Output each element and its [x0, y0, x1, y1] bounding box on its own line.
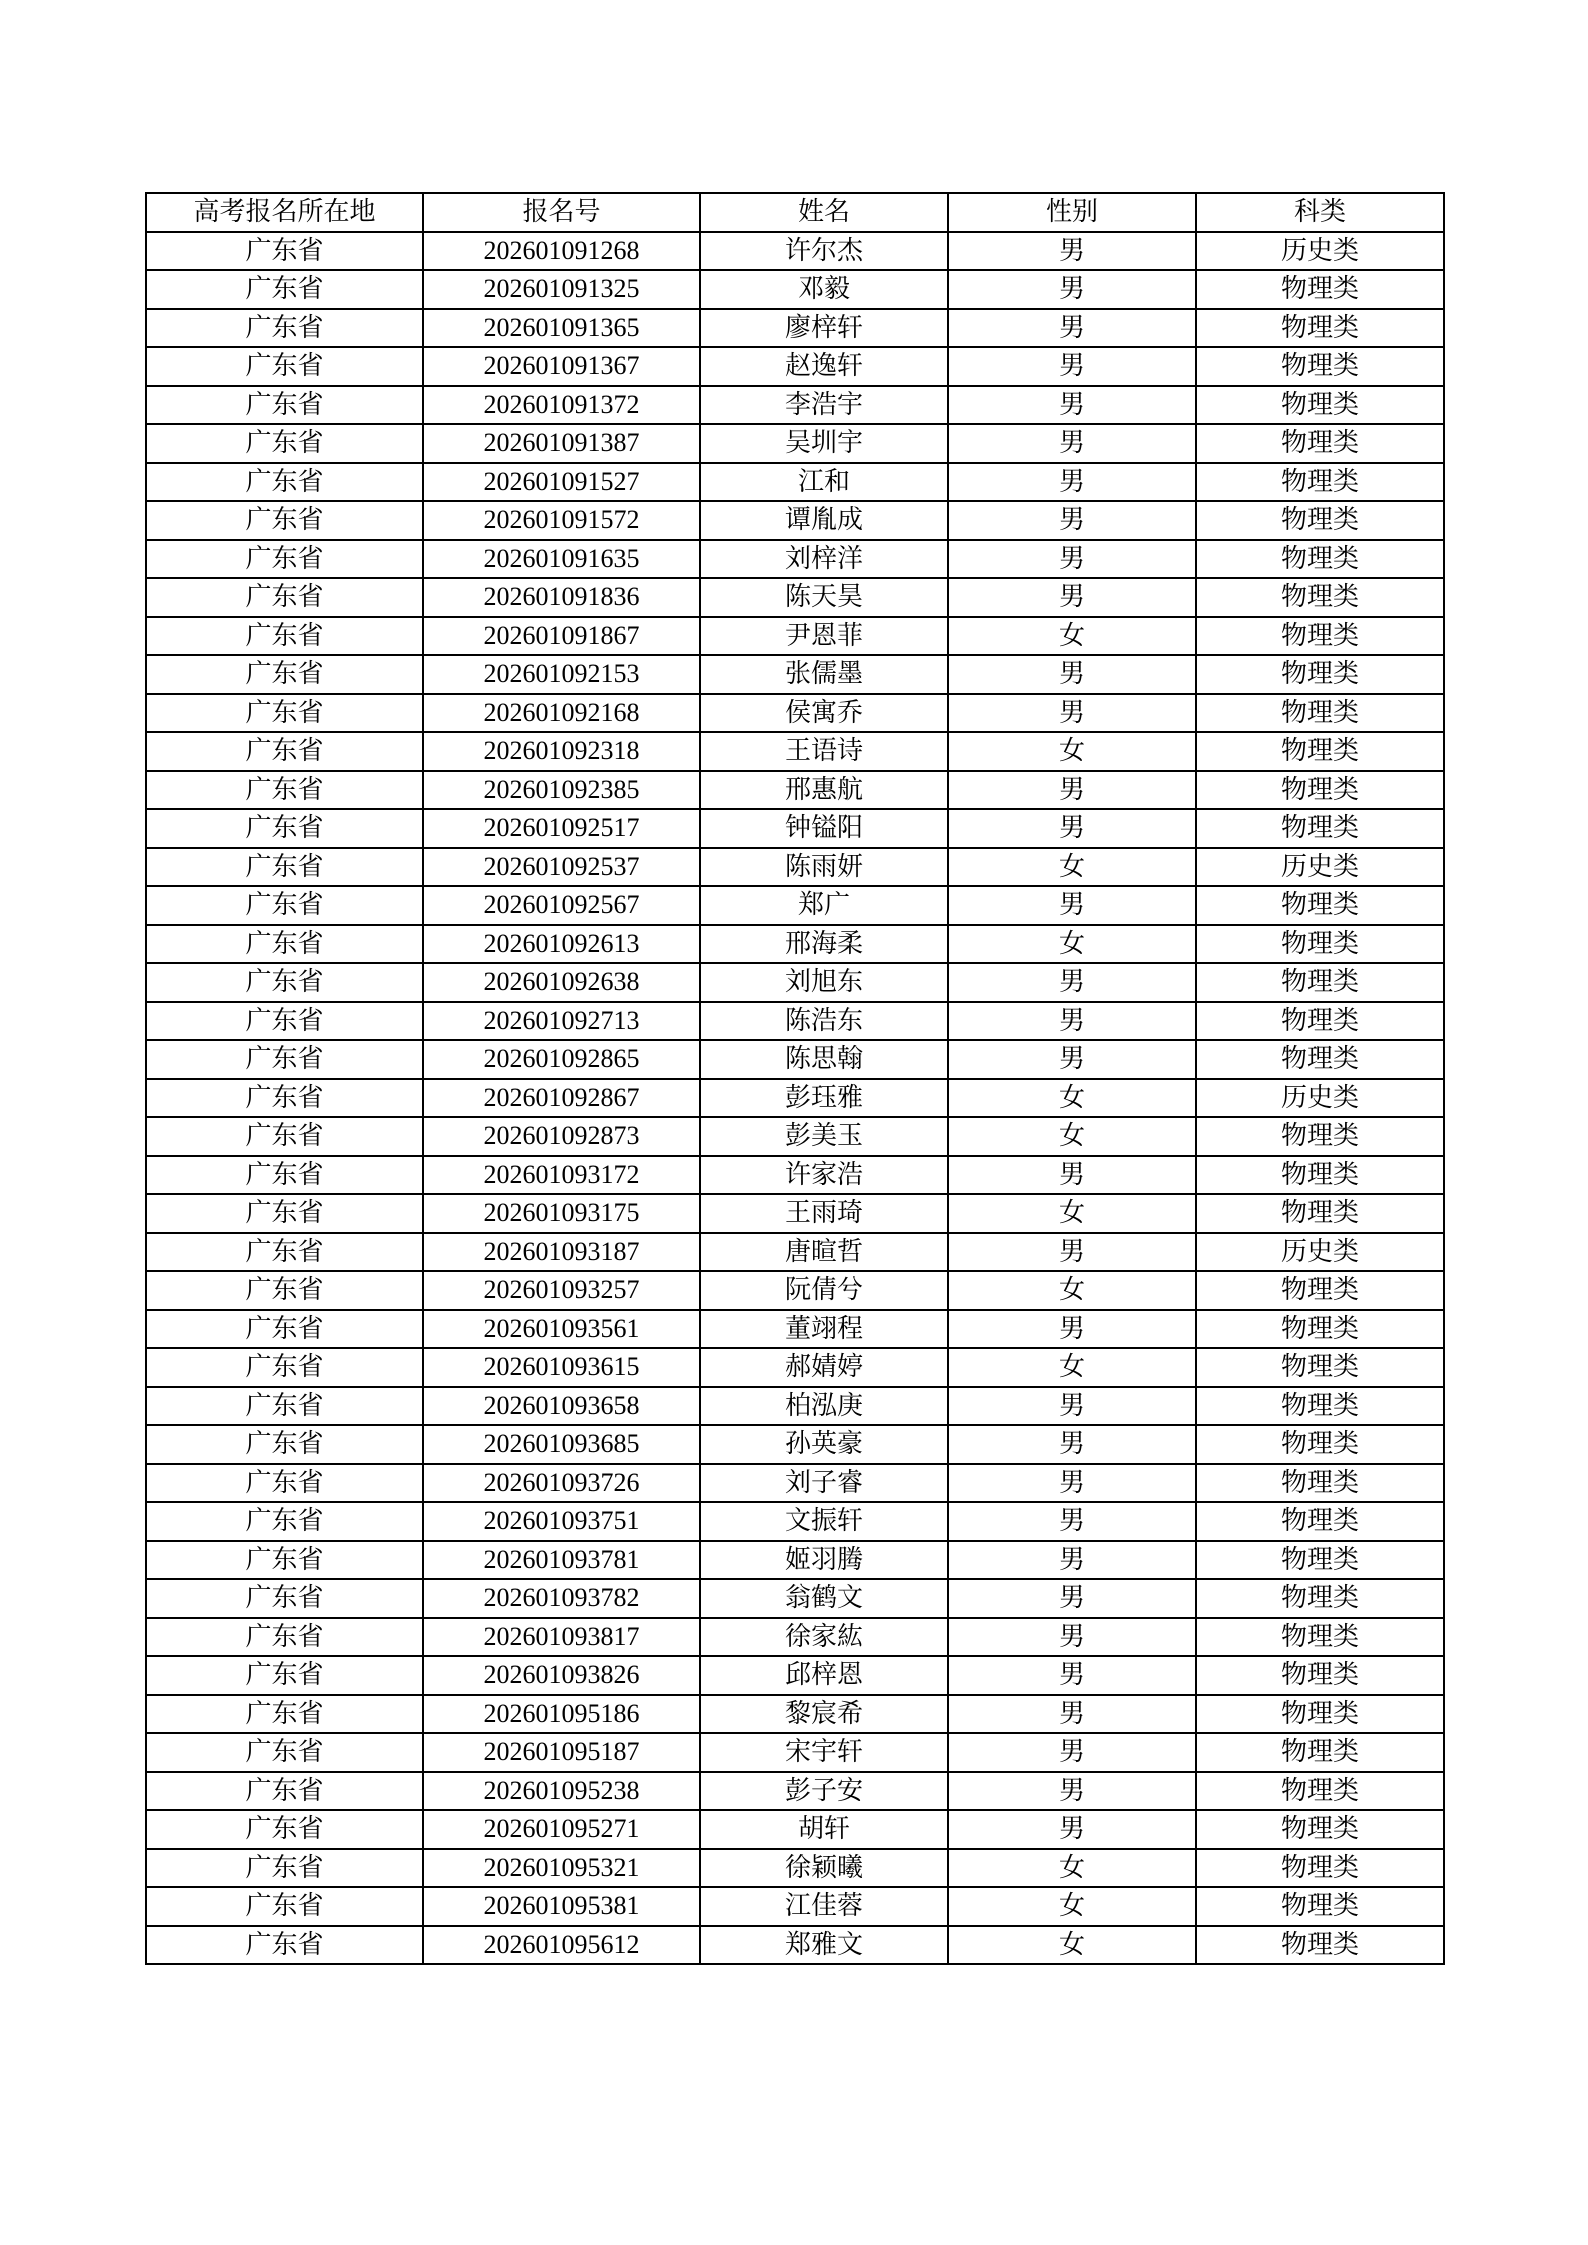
cell-subject-category: 物理类 [1196, 1425, 1444, 1464]
cell-subject-category: 物理类 [1196, 501, 1444, 540]
cell-location: 广东省 [146, 1040, 423, 1079]
cell-subject-category: 物理类 [1196, 1117, 1444, 1156]
cell-gender: 男 [948, 1464, 1196, 1503]
cell-subject-category: 物理类 [1196, 963, 1444, 1002]
cell-registration-number: 202601091572 [423, 501, 700, 540]
cell-name: 黎宸希 [700, 1695, 948, 1734]
table-row [146, 1502, 1444, 1541]
table-row [146, 1656, 1444, 1695]
cell-name: 柏泓庚 [700, 1387, 948, 1426]
cell-name: 江和 [700, 463, 948, 502]
cell-subject-category: 物理类 [1196, 1618, 1444, 1657]
cell-registration-number: 202601092385 [423, 771, 700, 810]
cell-subject-category: 物理类 [1196, 1002, 1444, 1041]
cell-subject-category: 历史类 [1196, 848, 1444, 887]
cell-subject-category: 物理类 [1196, 1656, 1444, 1695]
cell-gender: 女 [948, 1194, 1196, 1233]
cell-name: 邓毅 [700, 270, 948, 309]
cell-subject-category: 物理类 [1196, 1348, 1444, 1387]
cell-location: 广东省 [146, 848, 423, 887]
cell-location: 广东省 [146, 1079, 423, 1118]
table-row [146, 1348, 1444, 1387]
table-body [146, 232, 1444, 1965]
cell-gender: 男 [948, 1002, 1196, 1041]
cell-subject-category: 物理类 [1196, 424, 1444, 463]
cell-location: 广东省 [146, 771, 423, 810]
cell-registration-number: 202601092517 [423, 809, 700, 848]
cell-registration-number: 202601093257 [423, 1271, 700, 1310]
cell-gender: 女 [948, 848, 1196, 887]
cell-registration-number: 202601093658 [423, 1387, 700, 1426]
table-row [146, 270, 1444, 309]
cell-name: 王语诗 [700, 732, 948, 771]
table-row [146, 771, 1444, 810]
cell-name: 陈雨妍 [700, 848, 948, 887]
cell-location: 广东省 [146, 1310, 423, 1349]
cell-registration-number: 202601093826 [423, 1656, 700, 1695]
cell-subject-category: 物理类 [1196, 1464, 1444, 1503]
table-row [146, 1310, 1444, 1349]
cell-location: 广东省 [146, 694, 423, 733]
cell-location: 广东省 [146, 1348, 423, 1387]
cell-gender: 女 [948, 1079, 1196, 1118]
cell-gender: 男 [948, 1656, 1196, 1695]
table-row [146, 694, 1444, 733]
cell-gender: 男 [948, 1040, 1196, 1079]
cell-gender: 男 [948, 1156, 1196, 1195]
student-roster-table [145, 192, 1445, 1965]
cell-subject-category: 物理类 [1196, 694, 1444, 733]
cell-gender: 男 [948, 386, 1196, 425]
table-row [146, 1618, 1444, 1657]
cell-registration-number: 202601092713 [423, 1002, 700, 1041]
table-row [146, 1233, 1444, 1272]
cell-registration-number: 202601093781 [423, 1541, 700, 1580]
cell-registration-number: 202601091325 [423, 270, 700, 309]
cell-registration-number: 202601091365 [423, 309, 700, 348]
cell-gender: 男 [948, 1502, 1196, 1541]
cell-subject-category: 物理类 [1196, 1310, 1444, 1349]
cell-name: 姬羽腾 [700, 1541, 948, 1580]
table-row [146, 732, 1444, 771]
cell-name: 徐颖曦 [700, 1849, 948, 1888]
cell-name: 唐暄哲 [700, 1233, 948, 1272]
cell-subject-category: 物理类 [1196, 1502, 1444, 1541]
table-row [146, 1117, 1444, 1156]
cell-registration-number: 202601091367 [423, 347, 700, 386]
cell-location: 广东省 [146, 1117, 423, 1156]
cell-gender: 男 [948, 463, 1196, 502]
cell-subject-category: 物理类 [1196, 1926, 1444, 1965]
table-row [146, 1002, 1444, 1041]
table-row [146, 232, 1444, 271]
cell-location: 广东省 [146, 1926, 423, 1965]
cell-gender: 女 [948, 1348, 1196, 1387]
cell-subject-category: 物理类 [1196, 578, 1444, 617]
table-row [146, 1772, 1444, 1811]
cell-name: 彭子安 [700, 1772, 948, 1811]
table-header [146, 193, 1444, 232]
cell-name: 邢惠航 [700, 771, 948, 810]
cell-location: 广东省 [146, 309, 423, 348]
cell-registration-number: 202601095612 [423, 1926, 700, 1965]
cell-subject-category: 物理类 [1196, 1772, 1444, 1811]
cell-location: 广东省 [146, 655, 423, 694]
cell-subject-category: 物理类 [1196, 386, 1444, 425]
cell-location: 广东省 [146, 1271, 423, 1310]
cell-gender: 男 [948, 540, 1196, 579]
cell-name: 宋宇轩 [700, 1733, 948, 1772]
cell-registration-number: 202601093685 [423, 1425, 700, 1464]
cell-gender: 男 [948, 1733, 1196, 1772]
cell-subject-category: 物理类 [1196, 1733, 1444, 1772]
cell-name: 孙英豪 [700, 1425, 948, 1464]
cell-registration-number: 202601092638 [423, 963, 700, 1002]
cell-registration-number: 202601095187 [423, 1733, 700, 1772]
cell-gender: 男 [948, 1425, 1196, 1464]
cell-location: 广东省 [146, 617, 423, 656]
cell-location: 广东省 [146, 578, 423, 617]
cell-name: 陈浩东 [700, 1002, 948, 1041]
cell-subject-category: 物理类 [1196, 809, 1444, 848]
cell-name: 邢海柔 [700, 925, 948, 964]
cell-gender: 男 [948, 1541, 1196, 1580]
table-row [146, 1695, 1444, 1734]
cell-name: 刘旭东 [700, 963, 948, 1002]
cell-subject-category: 历史类 [1196, 1233, 1444, 1272]
cell-gender: 男 [948, 232, 1196, 271]
cell-registration-number: 202601092153 [423, 655, 700, 694]
cell-registration-number: 202601092873 [423, 1117, 700, 1156]
cell-gender: 女 [948, 1887, 1196, 1926]
cell-subject-category: 物理类 [1196, 1040, 1444, 1079]
cell-location: 广东省 [146, 925, 423, 964]
cell-subject-category: 物理类 [1196, 309, 1444, 348]
cell-gender: 男 [948, 347, 1196, 386]
cell-location: 广东省 [146, 1849, 423, 1888]
cell-location: 广东省 [146, 1772, 423, 1811]
cell-name: 郝婧婷 [700, 1348, 948, 1387]
cell-registration-number: 202601091268 [423, 232, 700, 271]
cell-subject-category: 物理类 [1196, 1194, 1444, 1233]
cell-name: 刘梓洋 [700, 540, 948, 579]
header-subject-category: 科类 [1196, 193, 1444, 232]
cell-subject-category: 物理类 [1196, 270, 1444, 309]
cell-gender: 男 [948, 1810, 1196, 1849]
cell-location: 广东省 [146, 732, 423, 771]
cell-location: 广东省 [146, 1656, 423, 1695]
cell-gender: 男 [948, 1387, 1196, 1426]
table-row [146, 1926, 1444, 1965]
cell-name: 赵逸轩 [700, 347, 948, 386]
table-row [146, 424, 1444, 463]
cell-location: 广东省 [146, 809, 423, 848]
cell-registration-number: 202601095271 [423, 1810, 700, 1849]
table-row [146, 540, 1444, 579]
cell-subject-category: 物理类 [1196, 1810, 1444, 1849]
cell-location: 广东省 [146, 270, 423, 309]
cell-gender: 男 [948, 424, 1196, 463]
cell-location: 广东省 [146, 1579, 423, 1618]
cell-location: 广东省 [146, 1810, 423, 1849]
header-location: 高考报名所在地 [146, 193, 423, 232]
cell-subject-category: 物理类 [1196, 1271, 1444, 1310]
table-row [146, 1040, 1444, 1079]
cell-location: 广东省 [146, 1502, 423, 1541]
table-row [146, 1425, 1444, 1464]
cell-gender: 男 [948, 771, 1196, 810]
cell-gender: 女 [948, 1926, 1196, 1965]
table-row [146, 463, 1444, 502]
cell-name: 吴圳宇 [700, 424, 948, 463]
cell-registration-number: 202601091372 [423, 386, 700, 425]
cell-registration-number: 202601095186 [423, 1695, 700, 1734]
cell-registration-number: 202601093817 [423, 1618, 700, 1657]
cell-gender: 男 [948, 1618, 1196, 1657]
cell-location: 广东省 [146, 1387, 423, 1426]
table-row [146, 1387, 1444, 1426]
cell-location: 广东省 [146, 1425, 423, 1464]
cell-location: 广东省 [146, 424, 423, 463]
cell-location: 广东省 [146, 347, 423, 386]
cell-gender: 男 [948, 1772, 1196, 1811]
cell-gender: 男 [948, 578, 1196, 617]
cell-name: 刘子睿 [700, 1464, 948, 1503]
cell-gender: 男 [948, 694, 1196, 733]
cell-subject-category: 物理类 [1196, 1695, 1444, 1734]
cell-name: 许尔杰 [700, 232, 948, 271]
table-row [146, 1464, 1444, 1503]
cell-gender: 男 [948, 1233, 1196, 1272]
table-row [146, 386, 1444, 425]
table-row [146, 848, 1444, 887]
cell-location: 广东省 [146, 1464, 423, 1503]
cell-name: 侯寓乔 [700, 694, 948, 733]
cell-name: 李浩宇 [700, 386, 948, 425]
cell-registration-number: 202601093187 [423, 1233, 700, 1272]
table-row [146, 925, 1444, 964]
cell-name: 陈思翰 [700, 1040, 948, 1079]
table-row [146, 347, 1444, 386]
cell-registration-number: 202601092318 [423, 732, 700, 771]
table-row [146, 1156, 1444, 1195]
cell-gender: 女 [948, 732, 1196, 771]
cell-subject-category: 历史类 [1196, 1079, 1444, 1118]
table-row [146, 886, 1444, 925]
cell-name: 钟镒阳 [700, 809, 948, 848]
header-row [146, 193, 1444, 232]
cell-registration-number: 202601092613 [423, 925, 700, 964]
cell-subject-category: 物理类 [1196, 1579, 1444, 1618]
cell-subject-category: 物理类 [1196, 1541, 1444, 1580]
cell-registration-number: 202601091867 [423, 617, 700, 656]
cell-gender: 女 [948, 1271, 1196, 1310]
cell-subject-category: 物理类 [1196, 1156, 1444, 1195]
cell-registration-number: 202601091836 [423, 578, 700, 617]
cell-subject-category: 物理类 [1196, 925, 1444, 964]
cell-name: 徐家紘 [700, 1618, 948, 1657]
cell-registration-number: 202601095238 [423, 1772, 700, 1811]
cell-location: 广东省 [146, 1695, 423, 1734]
cell-gender: 男 [948, 270, 1196, 309]
cell-name: 郑雅文 [700, 1926, 948, 1965]
cell-registration-number: 202601093172 [423, 1156, 700, 1195]
cell-registration-number: 202601093561 [423, 1310, 700, 1349]
cell-gender: 男 [948, 1310, 1196, 1349]
cell-registration-number: 202601093726 [423, 1464, 700, 1503]
cell-location: 广东省 [146, 463, 423, 502]
table-row [146, 1271, 1444, 1310]
cell-name: 廖梓轩 [700, 309, 948, 348]
cell-name: 阮倩兮 [700, 1271, 948, 1310]
cell-location: 广东省 [146, 1541, 423, 1580]
cell-location: 广东省 [146, 1233, 423, 1272]
cell-location: 广东省 [146, 1002, 423, 1041]
table-row [146, 1079, 1444, 1118]
cell-name: 许家浩 [700, 1156, 948, 1195]
cell-registration-number: 202601095381 [423, 1887, 700, 1926]
cell-registration-number: 202601091387 [423, 424, 700, 463]
cell-registration-number: 202601091635 [423, 540, 700, 579]
cell-subject-category: 物理类 [1196, 1849, 1444, 1888]
cell-name: 胡轩 [700, 1810, 948, 1849]
cell-subject-category: 物理类 [1196, 617, 1444, 656]
table-row [146, 1541, 1444, 1580]
table-row [146, 501, 1444, 540]
table-row [146, 1579, 1444, 1618]
cell-gender: 男 [948, 963, 1196, 1002]
cell-gender: 女 [948, 925, 1196, 964]
cell-name: 彭珏雅 [700, 1079, 948, 1118]
header-registration-number: 报名号 [423, 193, 700, 232]
table-row [146, 1194, 1444, 1233]
cell-name: 文振轩 [700, 1502, 948, 1541]
cell-subject-category: 物理类 [1196, 347, 1444, 386]
cell-name: 郑广 [700, 886, 948, 925]
cell-location: 广东省 [146, 501, 423, 540]
cell-gender: 女 [948, 1117, 1196, 1156]
cell-subject-category: 物理类 [1196, 1887, 1444, 1926]
cell-registration-number: 202601092168 [423, 694, 700, 733]
cell-registration-number: 202601093782 [423, 1579, 700, 1618]
cell-gender: 男 [948, 809, 1196, 848]
cell-subject-category: 历史类 [1196, 232, 1444, 271]
cell-registration-number: 202601092867 [423, 1079, 700, 1118]
cell-registration-number: 202601092865 [423, 1040, 700, 1079]
table-row [146, 1733, 1444, 1772]
cell-location: 广东省 [146, 886, 423, 925]
cell-name: 尹恩菲 [700, 617, 948, 656]
header-gender: 性别 [948, 193, 1196, 232]
cell-registration-number: 202601093751 [423, 1502, 700, 1541]
table-row [146, 1887, 1444, 1926]
cell-location: 广东省 [146, 540, 423, 579]
cell-registration-number: 202601093175 [423, 1194, 700, 1233]
table-row [146, 1849, 1444, 1888]
cell-registration-number: 202601092567 [423, 886, 700, 925]
table-row [146, 309, 1444, 348]
cell-location: 广东省 [146, 1733, 423, 1772]
cell-subject-category: 物理类 [1196, 771, 1444, 810]
cell-name: 张儒墨 [700, 655, 948, 694]
cell-subject-category: 物理类 [1196, 732, 1444, 771]
cell-location: 广东省 [146, 386, 423, 425]
cell-registration-number: 202601092537 [423, 848, 700, 887]
cell-name: 谭胤成 [700, 501, 948, 540]
table-row [146, 1810, 1444, 1849]
table-row [146, 617, 1444, 656]
cell-subject-category: 物理类 [1196, 463, 1444, 502]
cell-subject-category: 物理类 [1196, 540, 1444, 579]
cell-name: 王雨琦 [700, 1194, 948, 1233]
table-row [146, 809, 1444, 848]
cell-subject-category: 物理类 [1196, 655, 1444, 694]
cell-gender: 男 [948, 501, 1196, 540]
cell-subject-category: 物理类 [1196, 886, 1444, 925]
cell-name: 江佳蓉 [700, 1887, 948, 1926]
cell-location: 广东省 [146, 963, 423, 1002]
cell-location: 广东省 [146, 1156, 423, 1195]
cell-subject-category: 物理类 [1196, 1387, 1444, 1426]
cell-location: 广东省 [146, 1618, 423, 1657]
table-row [146, 655, 1444, 694]
cell-name: 翁鹤文 [700, 1579, 948, 1618]
cell-location: 广东省 [146, 1887, 423, 1926]
cell-name: 邱梓恩 [700, 1656, 948, 1695]
cell-registration-number: 202601091527 [423, 463, 700, 502]
cell-gender: 男 [948, 1579, 1196, 1618]
cell-gender: 男 [948, 886, 1196, 925]
cell-gender: 男 [948, 1695, 1196, 1734]
table-row [146, 963, 1444, 1002]
cell-name: 陈天昊 [700, 578, 948, 617]
cell-gender: 男 [948, 309, 1196, 348]
header-name: 姓名 [700, 193, 948, 232]
cell-name: 董翊程 [700, 1310, 948, 1349]
cell-name: 彭美玉 [700, 1117, 948, 1156]
cell-location: 广东省 [146, 232, 423, 271]
table-row [146, 578, 1444, 617]
cell-registration-number: 202601095321 [423, 1849, 700, 1888]
cell-location: 广东省 [146, 1194, 423, 1233]
cell-gender: 女 [948, 617, 1196, 656]
cell-gender: 女 [948, 1849, 1196, 1888]
cell-gender: 男 [948, 655, 1196, 694]
cell-registration-number: 202601093615 [423, 1348, 700, 1387]
